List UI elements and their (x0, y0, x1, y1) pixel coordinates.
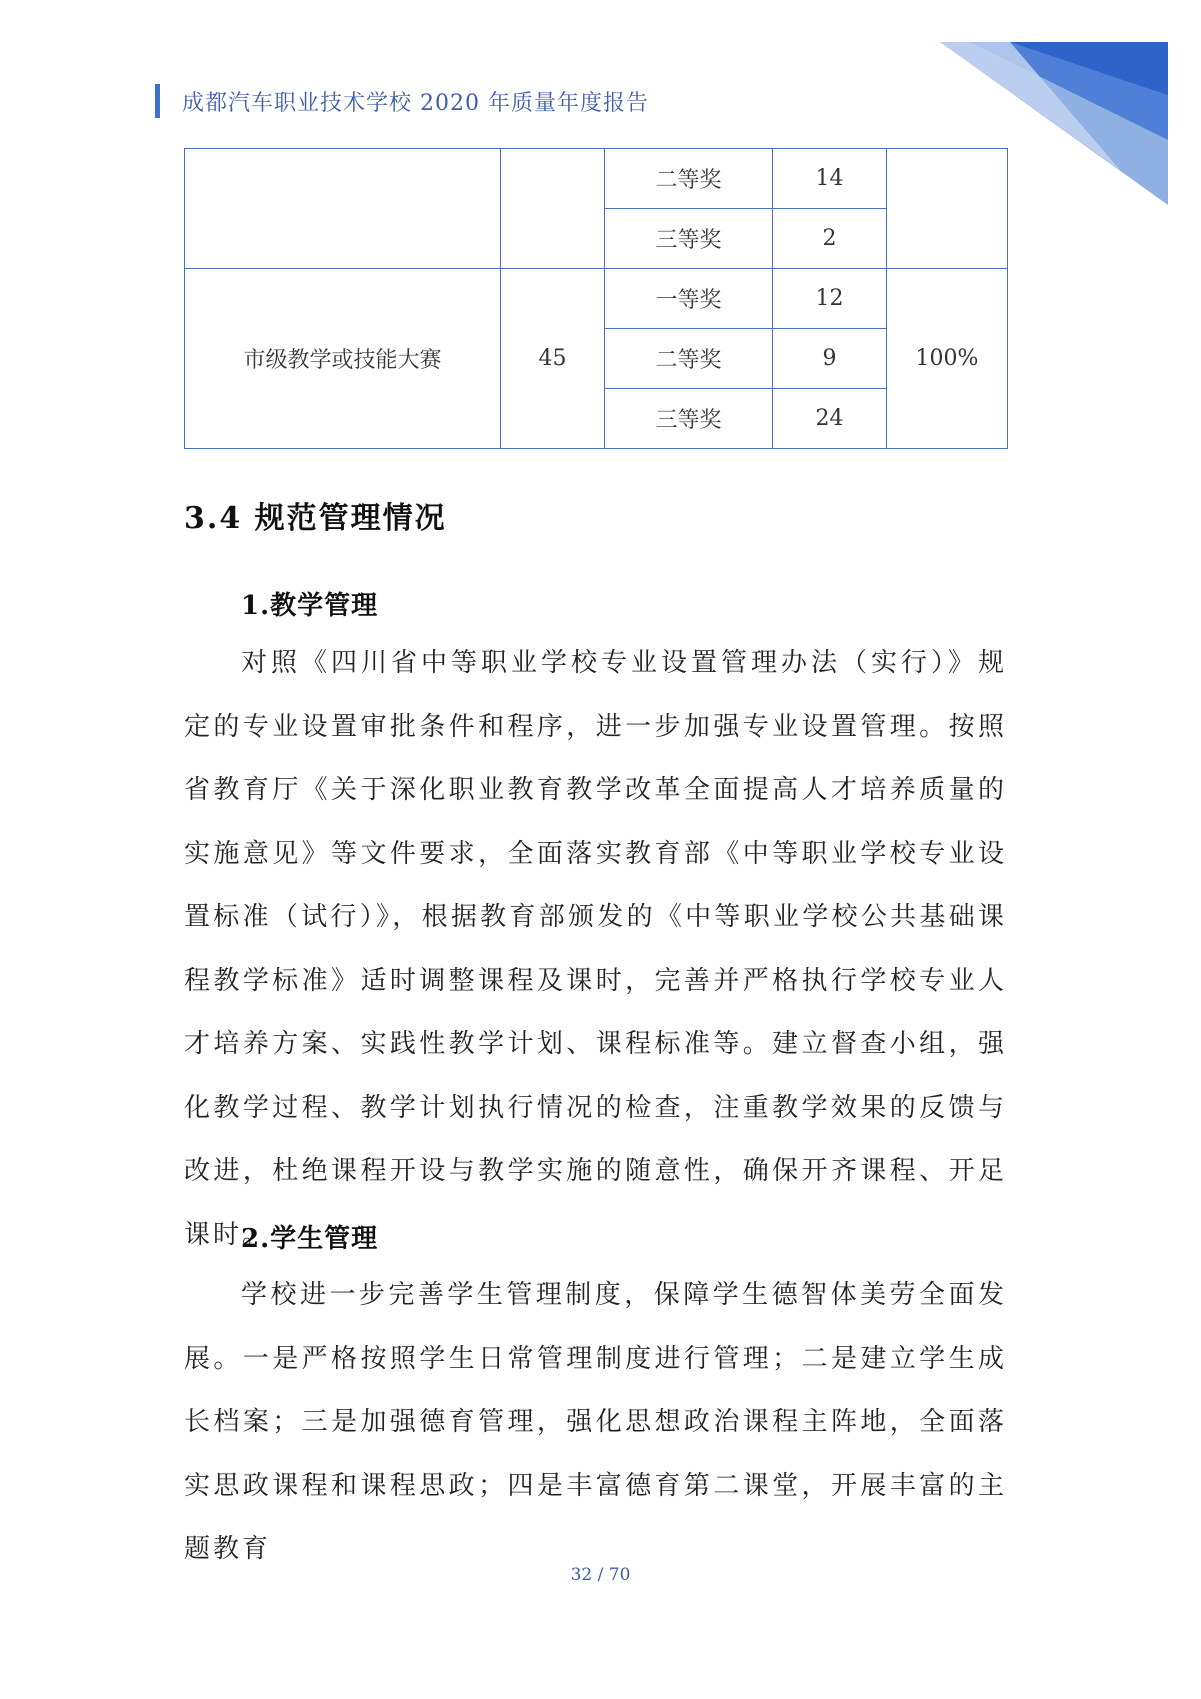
participant-count-cell: 45 (501, 269, 605, 449)
table-row (185, 149, 1008, 209)
award-level-cell: 二等奖 (605, 329, 773, 389)
competition-name-cell: 市级教学或技能大赛 (185, 269, 501, 449)
student-management-paragraph: 学校进一步完善学生管理制度，保障学生德智体美劳全面发展。一是严格按照学生日常管理制度进行管理；二是建立学生成长档案；三是加强德育管理，强化思想政治课程主阵地，全面落实思政课程和课程思政；四是丰富德育第二课堂，开展丰富的主题教育 (184, 1280, 1007, 1564)
participant-count-cell (501, 149, 605, 269)
award-level-cell: 一等奖 (605, 269, 773, 329)
table-row (185, 269, 1008, 329)
student-management-heading: 2.学生管理 (241, 1224, 379, 1254)
award-rate-cell (887, 149, 1008, 269)
award-number-cell: 12 (773, 269, 887, 329)
teaching-management-paragraph: 对照《四川省中等职业学校专业设置管理办法（实行）》规定的专业设置审批条件和程序，进一步加强专业设置管理。按照省教育厅《关于深化职业教育教学改革全面提高人才培养质量的实施意见》等文件要求，全面落实教育部《中等职业学校专业设置标准（试行）》，根据教育部颁发的《中等职业学校公共基础课程教学标准》适时调整课程及课时，完善并严格执行学校专业人才培养方案、实践性教学计划、课程标准等。建立督查小组，强化教学过程、教学计划执行情况的检查，注重教学效果的反馈与改进，杜绝课程开设与教学实施的随意性，确保开齐课程、开足课时。 (184, 648, 1007, 1250)
competition-name-cell (185, 149, 501, 269)
award-level-cell: 三等奖 (605, 209, 773, 269)
section-heading: 3.4 规范管理情况 (184, 501, 447, 536)
awards-table (184, 148, 1008, 449)
award-level-cell: 三等奖 (605, 389, 773, 449)
header-accent-bar (155, 84, 160, 118)
header-title: 成都汽车职业技术学校 2020 年质量年度报告 (182, 91, 649, 116)
award-number-cell: 24 (773, 389, 887, 449)
award-number-cell: 9 (773, 329, 887, 389)
teaching-management-heading: 1.教学管理 (241, 591, 379, 621)
award-number-cell: 14 (773, 149, 887, 209)
award-level-cell: 二等奖 (605, 149, 773, 209)
award-rate-cell: 100% (887, 269, 1008, 449)
page-number: 32 / 70 (570, 1565, 631, 1585)
award-number-cell: 2 (773, 209, 887, 269)
